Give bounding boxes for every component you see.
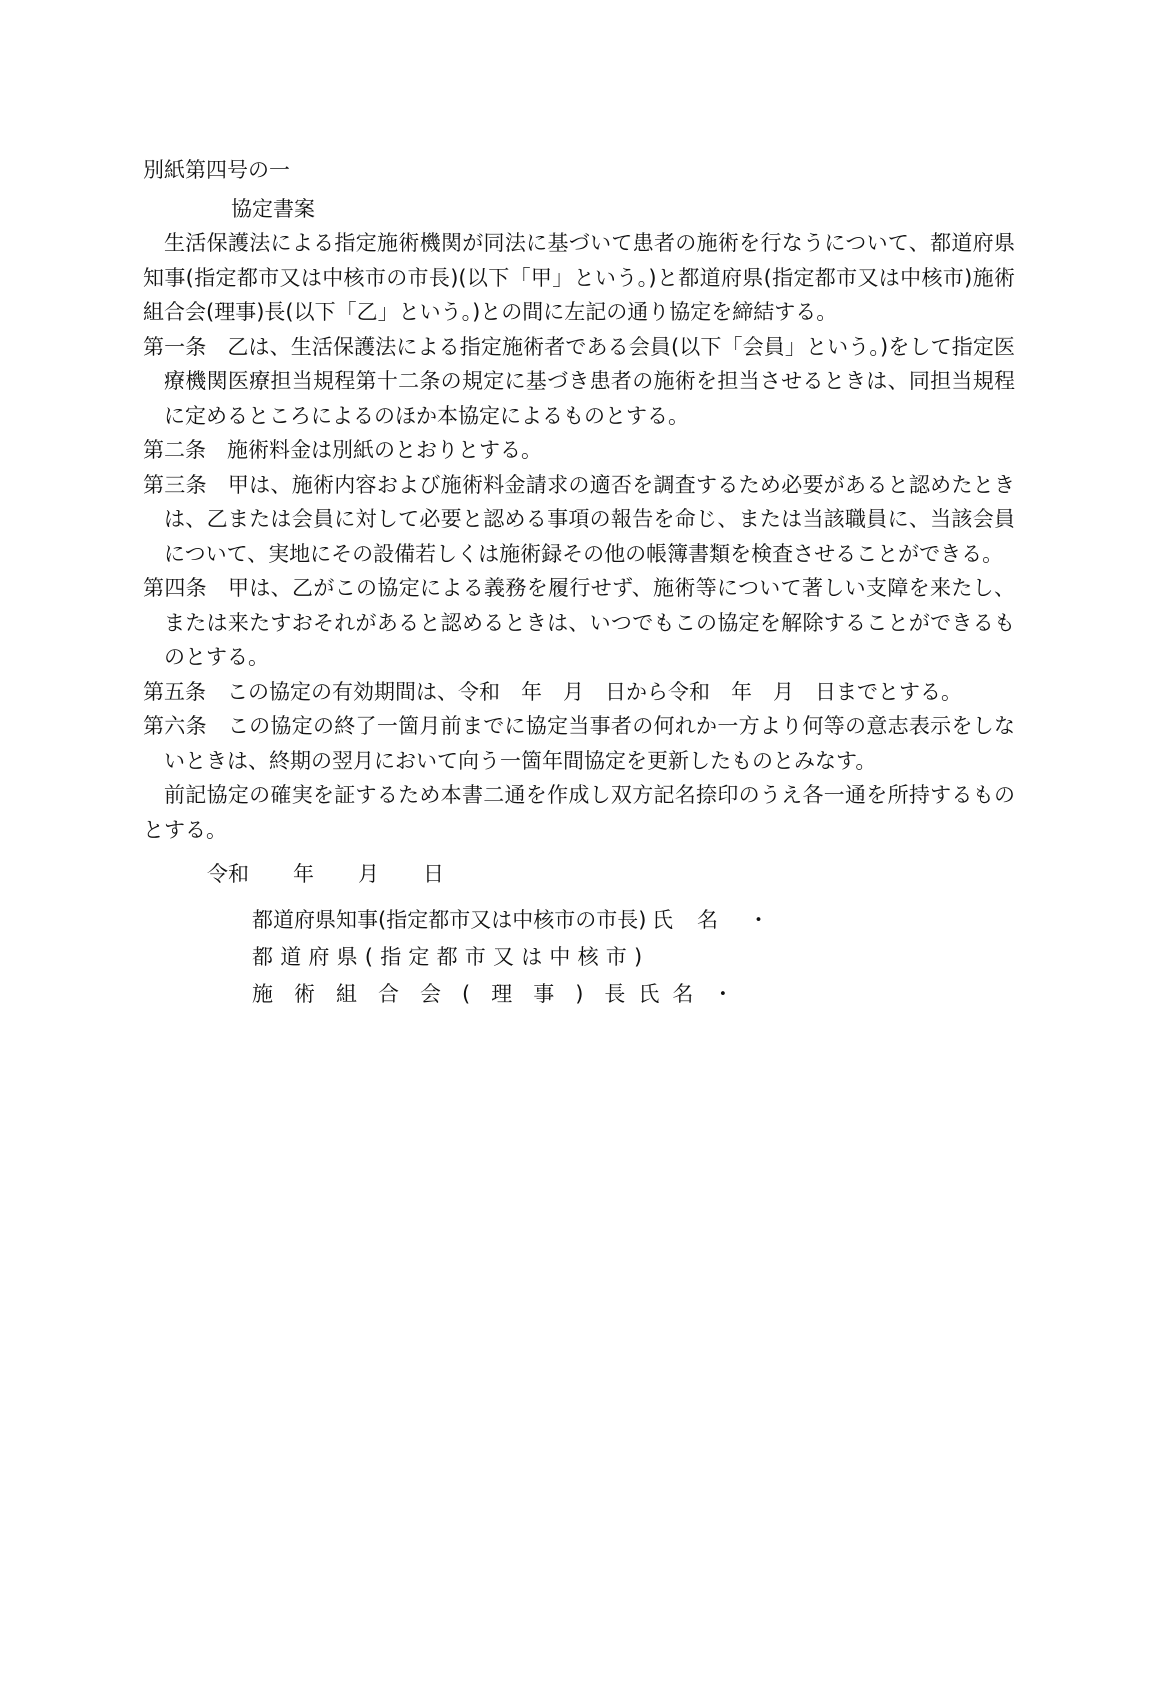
signature-line-1 <box>252 902 1015 939</box>
seal-mark: ・ <box>712 981 734 1006</box>
signature-line-3 <box>252 976 1015 1013</box>
article-text: 甲は、乙がこの協定による義務を履行せず、施術等について著しい支障を来たし、または来たすおそれがあると認めるときは、いつでもこの協定を解除することができるものとする。 <box>164 576 1015 669</box>
article-number: 第六条 <box>143 714 207 738</box>
article-number: 第一条 <box>143 334 207 359</box>
attachment-label: 別紙第四号の一 <box>143 158 290 182</box>
document-body <box>143 153 1015 1013</box>
date-month-label: 月 <box>358 862 379 886</box>
article-text: 甲は、施術内容および施術料金請求の適否を調査するため必要があると認めたときは、乙または会員に対して必要と認める事項の報告を命じ、または当該職員に、当該会員について、実地にその設備若しくは施術録その他の帳簿書類を検査させることができる。 <box>164 472 1016 566</box>
signature-party-2-line-1: 都道府県(指定都市又は中核市) <box>252 944 650 969</box>
article-number: 第五条 <box>143 679 206 704</box>
signature-party-2-line-2: 施術組合会(理事) <box>252 981 605 1006</box>
article-4 <box>143 571 1015 675</box>
date-era: 令和 <box>207 862 249 886</box>
closing-paragraph: 前記協定の確実を証するため本書二通を作成し双方記名捺印のうえ各一通を所持するものとする。 <box>143 783 1015 842</box>
article-6 <box>143 709 1015 778</box>
signature-party-1: 都道府県知事(指定都市又は中核市の市長) <box>252 907 647 932</box>
article-text: 乙は、生活保護法による指定施術者である会員(以下「会員」という。)をして指定医療機関医療担当規程第十二条の規定に基づき患者の施術を担当させるときは、同担当規程に定めるところによるのほか本協定によるものとする。 <box>164 334 1015 428</box>
document-title: 協定書案 <box>231 196 315 221</box>
article-5 <box>143 675 1015 710</box>
signature-line-2 <box>252 939 1015 976</box>
article-1 <box>143 330 1015 434</box>
article-3 <box>143 468 1015 572</box>
article-text: この協定の終了一箇月前までに協定当事者の何れか一方より何等の意志表示をしないときは、終期の翌月において向う一箇年間協定を更新したものとみなす。 <box>164 714 1016 773</box>
signature-name-label: 長氏名 <box>604 981 707 1006</box>
article-number: 第三条 <box>143 472 207 497</box>
preamble-paragraph: 生活保護法による指定施術機関が同法に基づいて患者の施術を行なうについて、都道府県知事(指定都市又は中核市の市長)(以下「甲」という。)と都道府県(指定都市又は中核市)施術組合会(理事)長(以下「乙」という。)との間に左記の通り協定を締結する。 <box>143 231 1015 324</box>
signature-block <box>143 902 1015 1013</box>
date-year-label: 年 <box>293 862 314 886</box>
article-text: 施術料金は別紙のとおりとする。 <box>227 438 542 462</box>
article-text: この協定の有効期間は、令和 年 月 日から令和 年 月 日までとする。 <box>227 679 962 704</box>
date-line <box>143 857 1015 892</box>
article-2 <box>143 433 1015 468</box>
article-number: 第四条 <box>143 576 208 600</box>
date-day-label: 日 <box>423 862 444 886</box>
seal-mark: ・ <box>748 907 769 932</box>
signature-name-label: 氏名 <box>652 907 742 932</box>
article-number: 第二条 <box>143 438 206 462</box>
